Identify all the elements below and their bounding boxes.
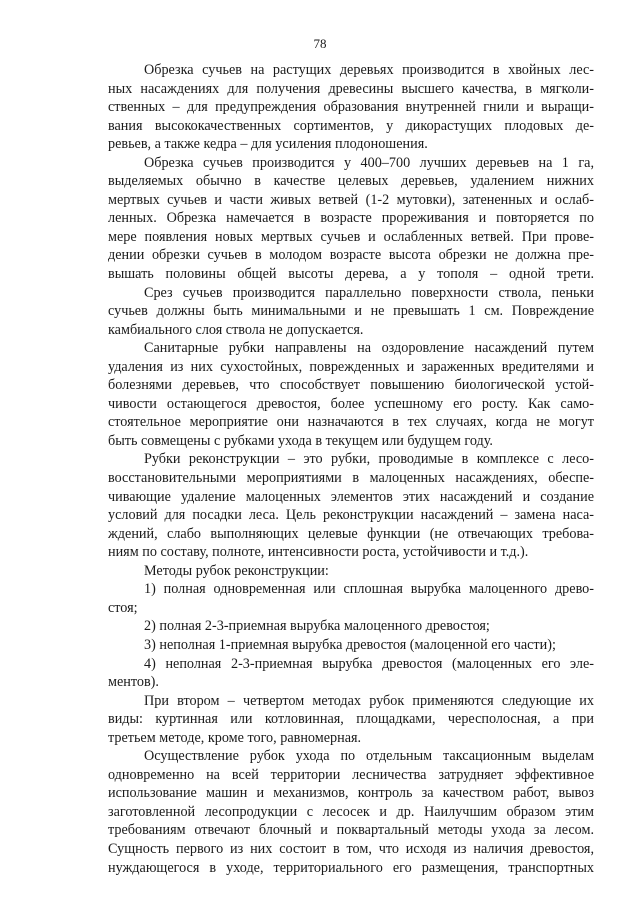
text-line: вышать половины общей высоты дерева, а у тополя – одной трети. xyxy=(108,266,594,283)
text-line: сучьев должны быть минимальными и не превышать 1 см. Повреждение xyxy=(108,303,594,320)
text-line: 2) полная 2-3-приемная вырубка малоценного древостоя; xyxy=(144,618,490,635)
text-line: ждений, слабо выполняющих целевые функции (не отвечающих требова- xyxy=(108,525,594,542)
text-line: ленных. Обрезка намечается в возрасте прореживания и повторяется по xyxy=(108,210,594,227)
text-line: дении обрезки сучьев в молодом возрасте высота обрезки не должна пре- xyxy=(108,247,594,264)
text-line: Обрезка сучьев производится у 400–700 лучших деревьев на 1 га, xyxy=(144,154,594,171)
text-line: одновременно на всей территории лесничества затрудняет эффективное xyxy=(108,766,594,783)
text-line: стоятельное мероприятие они назначаются в тех случаях, когда не могут xyxy=(108,414,594,431)
text-line: заготовленной лесопродукции с лесосек и др. Наилучшим образом этим xyxy=(108,803,594,820)
page-number: 78 xyxy=(313,36,327,51)
text-line: мере появления новых мертвых сучьев и ослабленных ветвей. При прове- xyxy=(108,228,594,245)
text-line: нуждающегося в уходе, территориального его размещения, транспортных xyxy=(108,859,594,876)
text-line: ревьев, а также кедра – для усиления плодоношения. xyxy=(108,136,428,153)
text-line: Срез сучьев производится параллельно поверхности ствола, пеньки xyxy=(144,284,594,301)
text-line: быть совмещены с рубками ухода в текущем или будущем году. xyxy=(108,432,493,449)
text-line: восстановительными мероприятиями в малоценных насаждениях, обеспе- xyxy=(108,470,594,487)
text-line: болезнями деревьев, что способствует повышению биологической устой- xyxy=(108,377,594,394)
text-line: камбиального слоя ствола не допускается. xyxy=(108,321,364,338)
text-line: вания высококачественных сортиментов, у дикорастущих плодовых де- xyxy=(108,117,594,134)
body-text xyxy=(108,61,594,877)
text-line: мертвых сучьев и части живых ветвей (1-2 мутовки), затененных и ослаб- xyxy=(108,191,594,208)
text-line: 1) полная одновременная или сплошная вырубка малоценного древо- xyxy=(144,581,594,598)
text-line: чивающие удаление малоценных элементов этих насаждений и создание xyxy=(108,488,594,505)
text-line: Санитарные рубки направлены на оздоровление насаждений путем xyxy=(144,340,594,357)
text-line: 3) неполная 1-приемная вырубка древостоя (малоценной его части); xyxy=(144,636,556,653)
text-line: чивости остающегося древостоя, более успешному его росту. Как само- xyxy=(108,395,594,412)
text-line: Методы рубок реконструкции: xyxy=(144,562,329,579)
text-line: стоя; xyxy=(108,599,138,616)
text-line: удаления из них сухостойных, поврежденных и зараженных вредителями и xyxy=(108,358,594,375)
text-line: Обрезка сучьев на растущих деревьях производится в хвойных лес- xyxy=(144,62,594,78)
text-line: ных насаждениях для получения древесины высшего качества, в мягколи- xyxy=(108,80,594,97)
text-line: условий для посадки леса. Цель реконструкции насаждений – замена наса- xyxy=(108,507,594,524)
text-line: использование машин и механизмов, контроль за качеством работ, вывоз xyxy=(108,785,594,802)
text-line: выделяемых обычно в качестве целевых деревьев, удалением нижних xyxy=(108,173,594,190)
text-line: При втором – четвертом методах рубок применяются следующие их xyxy=(144,692,594,709)
text-line: третьем методе, кроме того, равномерная. xyxy=(108,729,362,746)
text-line: ственных – для предупреждения образования внутренней гнили и выращи- xyxy=(108,99,594,116)
text-line: требованиям отвечают блочный и поквартальный методы ухода за лесом. xyxy=(108,822,594,839)
text-line: Рубки реконструкции – это рубки, проводимые в комплексе с лесо- xyxy=(144,451,594,468)
text-line: ниям по составу, полноте, интенсивности роста, устойчивости и т.д.). xyxy=(108,544,529,561)
text-line: Осуществление рубок ухода по отдельным таксационным выделам xyxy=(144,748,594,765)
text-line: 4) неполная 2-3-приемная вырубка древостоя (малоценных его эле- xyxy=(144,655,594,672)
text-line: Сущность первого из них состоит в том, что исходя из наличия древостоя, xyxy=(108,840,594,857)
text-line: виды: куртинная или котловинная, площадками, чересполосная, а при xyxy=(108,711,594,728)
text-line: ментов). xyxy=(108,674,159,691)
